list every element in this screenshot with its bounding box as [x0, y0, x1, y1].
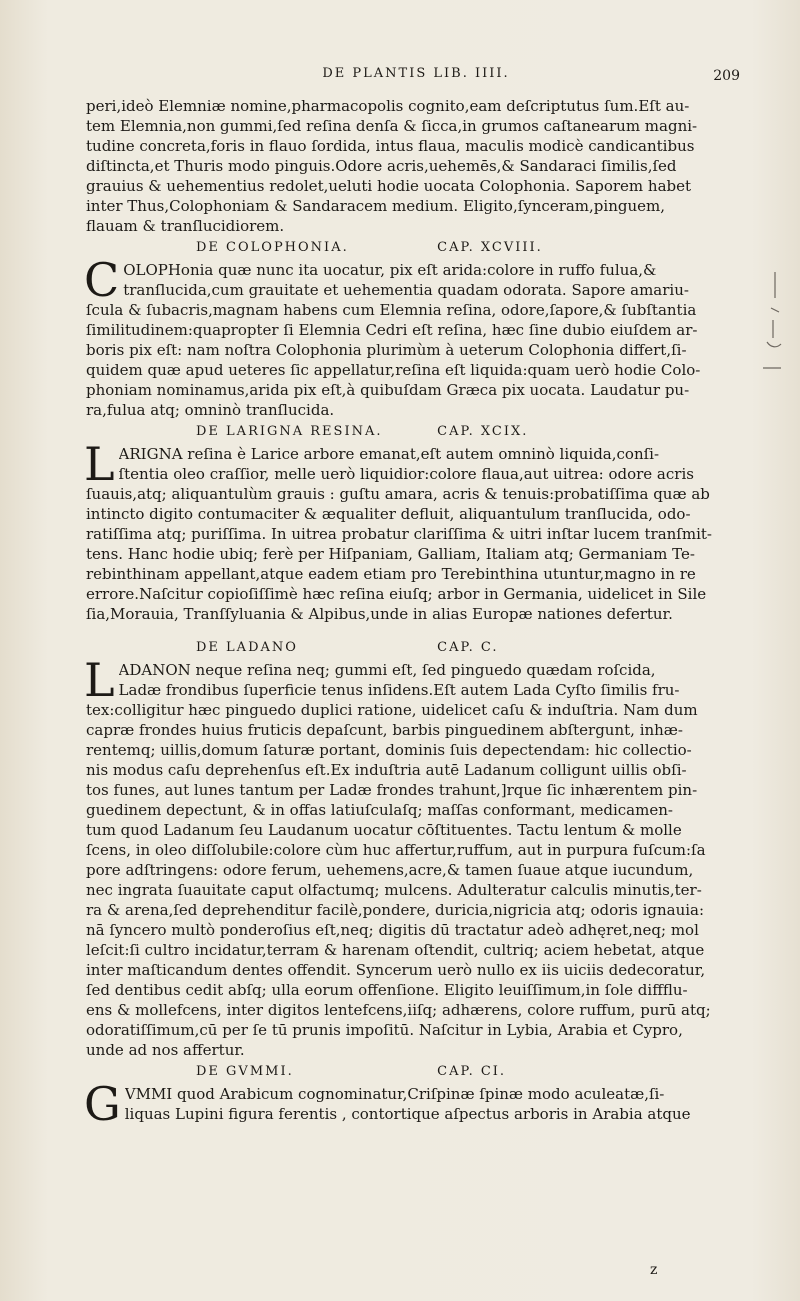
- text-line: inter Thus,Colophoniam & Sandaracem medium. Eligito,ſynceram,pinguem,: [86, 197, 665, 215]
- text-line: ens & mollefcens, inter digitos lentefcens,iiſq; adhærens, colore ruffum, purū atq;: [86, 1001, 711, 1019]
- text-line: leſcit:ſi cultro incidatur,terram & harenam oſtendit, cultriq; aciem hebetat, atque: [86, 941, 705, 959]
- text-line: ſtentia oleo craſſior, melle uerò liquidior:colore flaua,aut uitrea: odore acris: [118, 465, 694, 483]
- text-line: grauius & uehementius redolet,ueluti hodie uocata Colophonia. Saporem habet: [86, 177, 692, 195]
- text-line: flauam & tranſlucidiorem.: [86, 217, 285, 235]
- text-line: quidem quæ apud ueteres ſic appellatur,reſina eſt liquida:quam uerò hodie Colo-: [86, 361, 701, 379]
- text-line: ARIGNA reſina è Larice arbore emanat,eſt autem omninò liquida,conſi-: [118, 445, 660, 463]
- text-line: liquas Lupini figura ferentis , contortique aſpectus arboris in Arabia atque: [124, 1105, 691, 1123]
- text-line: errore.Naſcitur copioſiſſimè hæc reſina eiuſq; arbor in Germania, uidelicet in Sile: [86, 585, 707, 603]
- chapter-title: DE LARIGNA RESINA.: [196, 424, 383, 439]
- text-line: OLOPHonia quæ nunc ita uocatur, pix eſt arida:colore in ruffo fulua,&: [123, 261, 657, 279]
- text-line: guedinem depectunt, & in offas latiuſculaſq; maſſas conformant, medicamen-: [86, 801, 673, 819]
- drop-capital: C: [84, 253, 120, 307]
- text-line: intincto digito contumaciter & æqualiter defluit, aliquantulum tranſlucida, odo-: [86, 505, 691, 523]
- chapter-number: CAP. XCVIII.: [437, 240, 543, 255]
- chapter-colophonia: [86, 238, 746, 420]
- chapter-larigna-resina: [86, 422, 746, 624]
- intro-paragraph: [86, 96, 746, 236]
- text-line: ſimilitudinem:quapropter ſi Elemnia Cedri eſt reſina, hæc ſine dubio eiuſdem ar-: [86, 321, 698, 339]
- chapter-title: DE LADANO: [196, 640, 298, 655]
- chapter-number: CAP. XCIX.: [437, 424, 529, 439]
- text-line: tos funes, aut lunes tantum per Ladæ frondes trahunt,]rque ſic inhærentem pin-: [86, 781, 698, 799]
- page-number: 209: [713, 68, 740, 84]
- text-line: ratiſſima atq; puriſſima. In uitrea probatur clariſſima & uitri inſtar lucem tranſmit-: [86, 525, 712, 543]
- text-line: ſcula & ſubacris,magnam habens cum Elemnia reſina, odore,ſapore,& ſubſtantia: [86, 301, 697, 319]
- text-line: ADANON neque reſina neq; gummi eſt, ſed pinguedo quædam roſcida,: [118, 661, 656, 679]
- chapter-title: DE GVMMI.: [196, 1064, 294, 1079]
- running-title: DE PLANTIS LIB. IIII.: [322, 66, 510, 81]
- drop-capital: G: [84, 1077, 121, 1131]
- chapter-heading: [86, 638, 746, 658]
- text-line: odoratiſſimum,cū per ſe tū prunis impoſitū. Naſcitur in Lybia, Arabia et Cypro,: [86, 1021, 683, 1039]
- chapter-title: DE COLOPHONIA.: [196, 240, 349, 255]
- drop-capital: L: [84, 437, 115, 491]
- text-line: pore adſtringens: odore ferum, uehemens,acre,& tamen ſuaue atque iucundum,: [86, 861, 694, 879]
- chapter-gummi: [84, 1062, 746, 1131]
- text-line: rebinthinam appellant,atque eadem etiam pro Terebinthina utuntur,magno in re: [86, 565, 696, 583]
- text-line: tum quod Ladanum ſeu Laudanum uocatur cōſtituentes. Tactu lentum & molle: [86, 821, 682, 839]
- chapter-number: CAP. CI.: [437, 1064, 507, 1079]
- text-line: tens. Hanc hodie ubiq; ferè per Hiſpaniam, Galliam, Italiam atq; Germaniam Te-: [86, 545, 695, 563]
- text-line: tranſlucida,cum grauitate et uehementia quadam odorata. Sapore amariu-: [123, 281, 689, 299]
- text-line: ra,fulua atq; omninò tranſlucida.: [86, 401, 335, 419]
- text-line: boris pix eſt: nam noſtra Colophonia plurimùm à ueterum Colophonia differt,ſi-: [86, 341, 687, 359]
- text-line: tudine concreta,foris in flauo ſordida, intus flaua, maculis modicè candicantibus: [86, 137, 695, 155]
- text-line: rentemq; uillis,domum ſaturæ portant, dominis ſuis depectendam: hic collectio-: [86, 741, 692, 759]
- text-line: Ladæ frondibus ſuperficie tenus inſidens.Eſt autem Lada Cyſto ſimilis fru-: [118, 681, 680, 699]
- text-line: ſed dentibus cedit abſq; ulla eorum offenſione. Eligito leuiſſimum,in ſole diffflu-: [86, 981, 688, 999]
- text-line: inter maſticandum dentes offendit. Syncerum uerò nullo ex iis uiciis dedecoratur,: [86, 961, 706, 979]
- text-line: peri,ideò Elemniæ nomine,pharmacopolis cognito,eam deſcriptutus ſum.Eſt au-: [86, 97, 690, 115]
- catchword: z: [650, 1262, 658, 1278]
- text-line: tex:colligitur hæc pinguedo duplici ratione, uidelicet caſu & induſtria. Nam dum: [86, 701, 698, 719]
- chapter-heading: [86, 238, 746, 258]
- text-line: capræ frondes huius fruticis depaſcunt, barbis pinguedinem abſtergunt, inhæ-: [86, 721, 683, 739]
- text-line: ſuauis,atq; aliquantulùm grauis : guſtu amara, acris & tenuis:probatiſſima quæ ab: [86, 485, 710, 503]
- running-head: [86, 62, 746, 88]
- text-line: ſcens, in oleo diſſolubile:colore cùm huc affertur,ruffum, aut in purpura fuſcum:ſa: [86, 841, 706, 859]
- text-line: VMMI quod Arabicum cognominatur,Criſpinæ ſpinæ modo aculeatæ,ſi-: [124, 1085, 665, 1103]
- text-line: tem Elemnia,non gummi,ſed reſina denſa & ſicca,in grumos caſtanearum magni-: [86, 117, 698, 135]
- text-line: nā ſyncero multò ponderoſius eſt,neq; digitis dū tractatur adeò adhęret,neq; mol: [86, 921, 699, 939]
- chapter-heading: [86, 1062, 746, 1082]
- text-line: nis modus caſu deprehenſus eſt.Ex induſtria autē Ladanum colligunt uillis obſi-: [86, 761, 687, 779]
- text-block: [84, 62, 746, 1131]
- text-line: ſia,Morauia, Tranſſyluania & Alpibus,unde in alias Europæ nationes defertur.: [86, 605, 673, 623]
- text-line: diſtincta,et Thuris modo pinguis.Odore acris,uehemēs,& Sandaraci ſimilis,ſed: [86, 157, 677, 175]
- chapter-number: CAP. C.: [437, 640, 499, 655]
- text-line: ra & arena,ſed deprehenditur facilè,pondere, duricia,nigricia atq; odoris ignauia:: [86, 901, 705, 919]
- text-line: unde ad nos affertur.: [86, 1041, 245, 1059]
- handwritten-mark-icon: [757, 268, 787, 378]
- chapter-ladano: [86, 638, 746, 1060]
- drop-capital: L: [84, 653, 115, 707]
- chapter-heading: [86, 422, 746, 442]
- margin-mark: [752, 268, 792, 382]
- text-line: phoniam nominamus,arida pix eſt,à quibuſdam Græca pix uocata. Laudatur pu-: [86, 381, 690, 399]
- text-line: nec ingrata ſuauitate caput olfactumq; mulcens. Adulteratur calculis minutis,ter-: [86, 881, 702, 899]
